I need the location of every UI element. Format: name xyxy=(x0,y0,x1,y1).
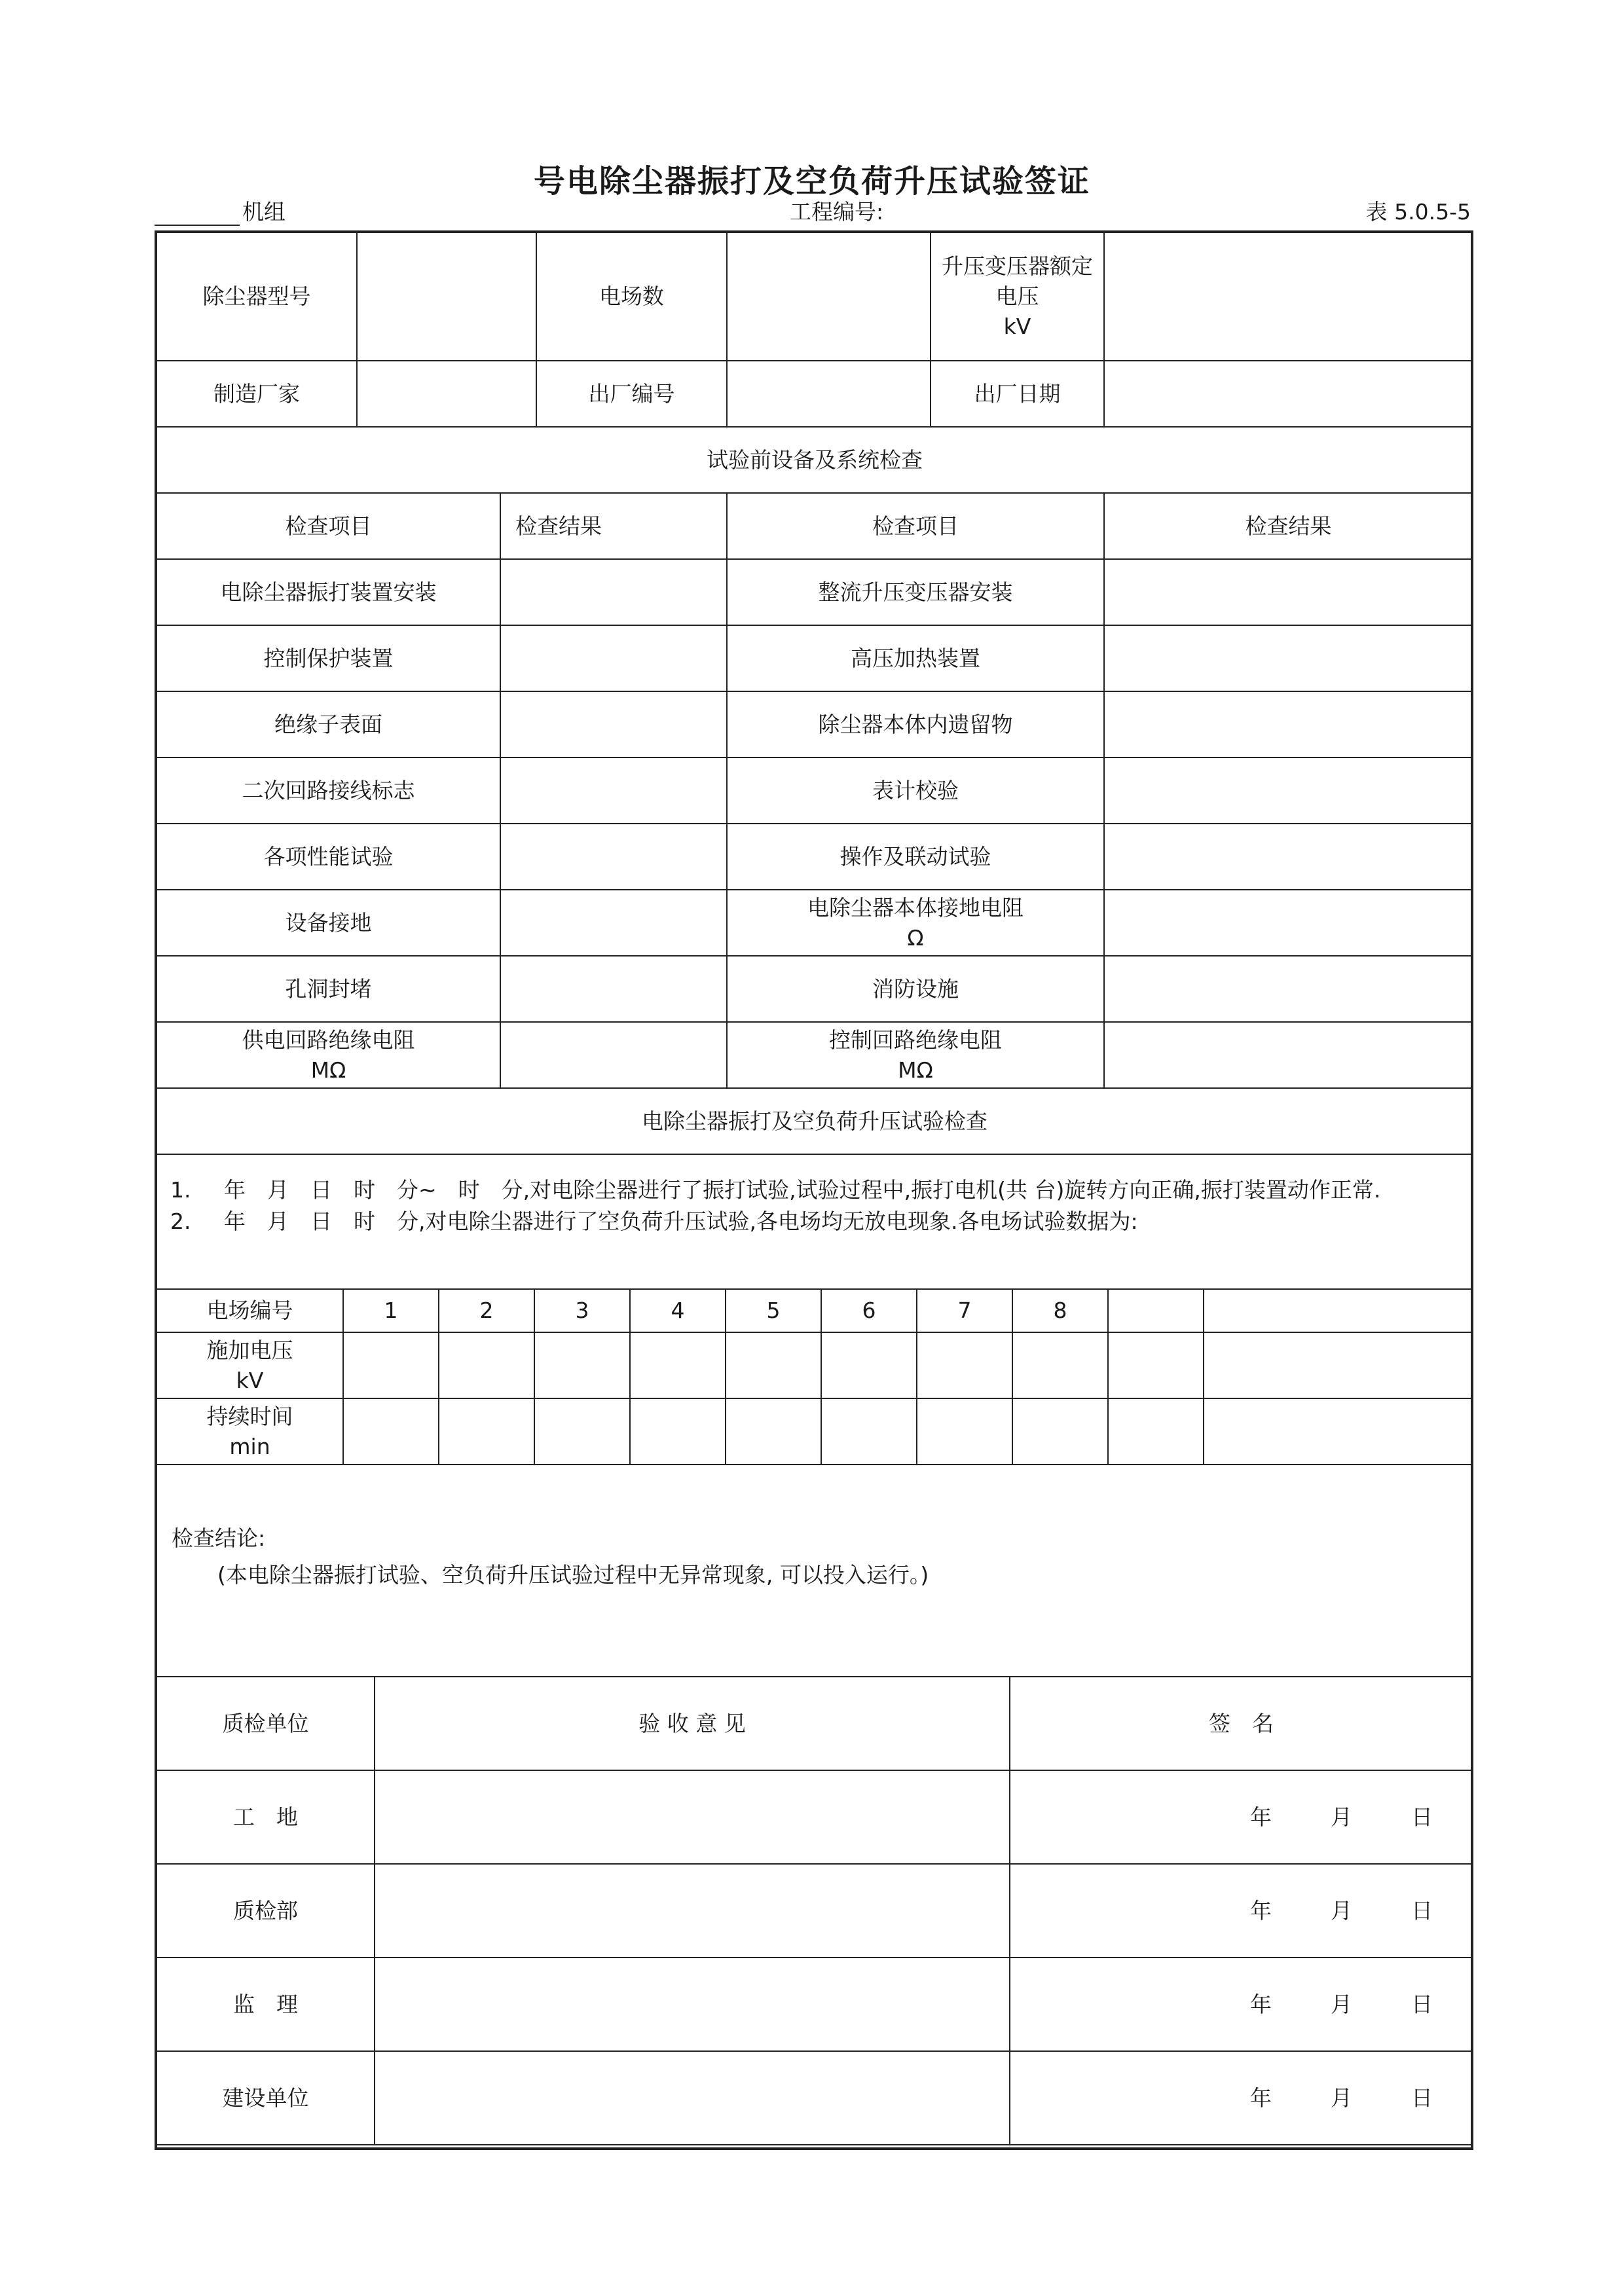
table-number: 表 5.0.5-5 xyxy=(1365,199,1471,225)
rated-voltage-line1: 升压变压器额定 xyxy=(942,253,1093,279)
signoff-opinion[interactable] xyxy=(375,1864,1010,1958)
date-year: 年 xyxy=(1250,1897,1272,1923)
check-result[interactable] xyxy=(500,757,727,824)
field-no-extra[interactable] xyxy=(1108,1289,1204,1332)
voltage-value[interactable] xyxy=(726,1332,821,1398)
check-result[interactable] xyxy=(1104,625,1473,691)
check-item: 除尘器本体内遗留物 xyxy=(727,691,1104,757)
test-section-title: 电除尘器振打及空负荷升压试验检查 xyxy=(157,1088,1473,1154)
check-item-label: 控制回路绝缘电阻 xyxy=(829,1027,1002,1053)
field-no: 3 xyxy=(534,1289,630,1332)
duration-value[interactable] xyxy=(343,1398,439,1465)
voltage-value[interactable] xyxy=(439,1332,534,1398)
factory-no-value[interactable] xyxy=(727,361,931,427)
manufacturer-label: 制造厂家 xyxy=(157,361,357,427)
duration-value[interactable] xyxy=(1204,1398,1473,1465)
field-no: 7 xyxy=(917,1289,1012,1332)
precheck-header-item-left: 检查项目 xyxy=(157,493,500,559)
check-item xyxy=(157,1022,500,1088)
check-result[interactable] xyxy=(500,824,727,890)
duration-value[interactable] xyxy=(821,1398,917,1465)
signoff-opinion[interactable] xyxy=(375,2051,1010,2145)
factory-no-label: 出厂编号 xyxy=(536,361,727,427)
check-result[interactable] xyxy=(1104,757,1473,824)
voltage-value[interactable] xyxy=(534,1332,630,1398)
conclusion-text: (本电除尘器振打试验、空负荷升压试验过程中无异常现象, 可以投入运行。) xyxy=(217,1562,929,1588)
rated-voltage-unit: kV xyxy=(1003,314,1031,339)
model-label: 除尘器型号 xyxy=(157,232,357,361)
test-notes xyxy=(170,1175,1467,1237)
check-result[interactable] xyxy=(1104,559,1473,625)
duration-unit: min xyxy=(229,1433,270,1459)
check-item-unit: MΩ xyxy=(898,1057,933,1083)
rated-voltage-label xyxy=(931,232,1104,361)
note-2 xyxy=(170,1206,1467,1237)
unit-blank[interactable] xyxy=(155,202,240,226)
signoff-date[interactable] xyxy=(1010,2051,1473,2145)
voltage-value[interactable] xyxy=(630,1332,726,1398)
fields-value[interactable] xyxy=(727,232,931,361)
date-month: 月 xyxy=(1331,1897,1352,1923)
precheck-section-title: 试验前设备及系统检查 xyxy=(157,427,1473,493)
duration-value[interactable] xyxy=(534,1398,630,1465)
voltage-value[interactable] xyxy=(917,1332,1012,1398)
precheck-header-item-right: 检查项目 xyxy=(727,493,1104,559)
note-1-text: 年 月 日 时 分~ 时 分,对电除尘器进行了振打试验,试验过程中,振打电机(共 台)旋转方向正确,振打装置动作正常. xyxy=(224,1177,1381,1203)
duration-value[interactable] xyxy=(726,1398,821,1465)
basic-and-precheck-table xyxy=(156,232,1473,1155)
check-item: 二次回路接线标志 xyxy=(157,757,500,824)
check-item: 孔洞封堵 xyxy=(157,956,500,1022)
signoff-unit: 监 理 xyxy=(157,1958,375,2051)
check-item: 整流升压变压器安装 xyxy=(727,559,1104,625)
check-item xyxy=(727,890,1104,956)
note-1 xyxy=(170,1175,1467,1206)
project-no-label: 工程编号: xyxy=(790,199,884,225)
fields-label: 电场数 xyxy=(536,232,727,361)
check-result[interactable] xyxy=(1104,824,1473,890)
duration-label-text: 持续时间 xyxy=(206,1403,293,1429)
conclusion-label: 检查结论: xyxy=(172,1525,266,1551)
check-item-unit: MΩ xyxy=(310,1057,346,1083)
voltage-value[interactable] xyxy=(1204,1332,1473,1398)
form-subheader xyxy=(155,195,1471,228)
date-month: 月 xyxy=(1331,2085,1352,2111)
field-no: 8 xyxy=(1012,1289,1108,1332)
unit-label: 机组 xyxy=(242,199,286,225)
rated-voltage-value[interactable] xyxy=(1104,232,1473,361)
voltage-value[interactable] xyxy=(1012,1332,1108,1398)
date-month: 月 xyxy=(1331,1991,1352,2017)
check-item xyxy=(727,1022,1104,1088)
signoff-unit: 建设单位 xyxy=(157,2051,375,2145)
duration-value[interactable] xyxy=(917,1398,1012,1465)
field-no: 1 xyxy=(343,1289,439,1332)
note-1-number: 1. xyxy=(170,1177,191,1203)
factory-date-label: 出厂日期 xyxy=(931,361,1104,427)
signoff-unit: 质检部 xyxy=(157,1864,375,1958)
check-item: 控制保护装置 xyxy=(157,625,500,691)
voltage-label xyxy=(157,1332,343,1398)
factory-date-value[interactable] xyxy=(1104,361,1473,427)
date-day: 日 xyxy=(1411,2085,1433,2111)
check-item: 表计校验 xyxy=(727,757,1104,824)
manufacturer-value[interactable] xyxy=(357,361,536,427)
signoff-table xyxy=(156,1676,1473,2145)
note-2-number: 2. xyxy=(170,1209,191,1234)
check-item-unit: Ω xyxy=(907,924,924,951)
check-result[interactable] xyxy=(500,559,727,625)
unit-field xyxy=(155,195,286,226)
check-item: 绝缘子表面 xyxy=(157,691,500,757)
field-no: 5 xyxy=(726,1289,821,1332)
check-result[interactable] xyxy=(500,890,727,956)
date-year: 年 xyxy=(1250,2085,1272,2111)
check-item: 设备接地 xyxy=(157,890,500,956)
check-result[interactable] xyxy=(1104,1022,1473,1088)
duration-value[interactable] xyxy=(1012,1398,1108,1465)
check-result[interactable] xyxy=(500,956,727,1022)
date-year: 年 xyxy=(1250,1804,1272,1830)
field-data-table xyxy=(156,1288,1473,1465)
date-day: 日 xyxy=(1411,1897,1433,1923)
precheck-header-result-left: 检查结果 xyxy=(500,493,727,559)
rated-voltage-line2: 电压 xyxy=(995,283,1039,309)
date-day: 日 xyxy=(1411,1804,1433,1830)
voltage-value[interactable] xyxy=(1108,1332,1204,1398)
duration-value[interactable] xyxy=(630,1398,726,1465)
model-value[interactable] xyxy=(357,232,536,361)
voltage-value[interactable] xyxy=(821,1332,917,1398)
voltage-label-text: 施加电压 xyxy=(206,1337,293,1363)
check-result[interactable] xyxy=(500,1022,727,1088)
signoff-header-opinion: 验 收 意 见 xyxy=(375,1677,1010,1770)
check-result[interactable] xyxy=(1104,691,1473,757)
check-item: 各项性能试验 xyxy=(157,824,500,890)
signoff-date[interactable] xyxy=(1010,1864,1473,1958)
duration-value[interactable] xyxy=(439,1398,534,1465)
field-no: 2 xyxy=(439,1289,534,1332)
signoff-header-sign: 签 名 xyxy=(1010,1677,1473,1770)
field-no-label: 电场编号 xyxy=(157,1289,343,1332)
field-no: 6 xyxy=(821,1289,917,1332)
check-item-label: 电除尘器本体接地电阻 xyxy=(807,894,1024,920)
date-year: 年 xyxy=(1250,1991,1272,2017)
field-no: 4 xyxy=(630,1289,726,1332)
signoff-date[interactable] xyxy=(1010,1770,1473,1864)
date-day: 日 xyxy=(1411,1991,1433,2017)
check-item-label: 供电回路绝缘电阻 xyxy=(242,1027,415,1053)
check-item: 消防设施 xyxy=(727,956,1104,1022)
check-result[interactable] xyxy=(500,625,727,691)
voltage-unit: kV xyxy=(236,1367,264,1393)
conclusion-block[interactable] xyxy=(172,1520,929,1594)
check-item: 电除尘器振打装置安装 xyxy=(157,559,500,625)
form-title: 号电除尘器振打及空负荷升压试验签证 xyxy=(533,163,1090,200)
signoff-header-unit: 质检单位 xyxy=(157,1677,375,1770)
date-month: 月 xyxy=(1331,1804,1352,1830)
check-result[interactable] xyxy=(500,691,727,757)
signoff-opinion[interactable] xyxy=(375,1770,1010,1864)
signoff-opinion[interactable] xyxy=(375,1958,1010,2051)
signoff-unit: 工 地 xyxy=(157,1770,375,1864)
duration-value[interactable] xyxy=(1108,1398,1204,1465)
duration-label xyxy=(157,1398,343,1465)
check-item: 操作及联动试验 xyxy=(727,824,1104,890)
signoff-date[interactable] xyxy=(1010,1958,1473,2051)
note-2-text: 年 月 日 时 分,对电除尘器进行了空负荷升压试验,各电场均无放电现象.各电场试验数据为: xyxy=(224,1209,1138,1234)
check-result[interactable] xyxy=(1104,890,1473,956)
check-result[interactable] xyxy=(1104,956,1473,1022)
voltage-value[interactable] xyxy=(343,1332,439,1398)
field-no-extra[interactable] xyxy=(1204,1289,1473,1332)
precheck-header-result-right: 检查结果 xyxy=(1104,493,1473,559)
check-item: 高压加热装置 xyxy=(727,625,1104,691)
